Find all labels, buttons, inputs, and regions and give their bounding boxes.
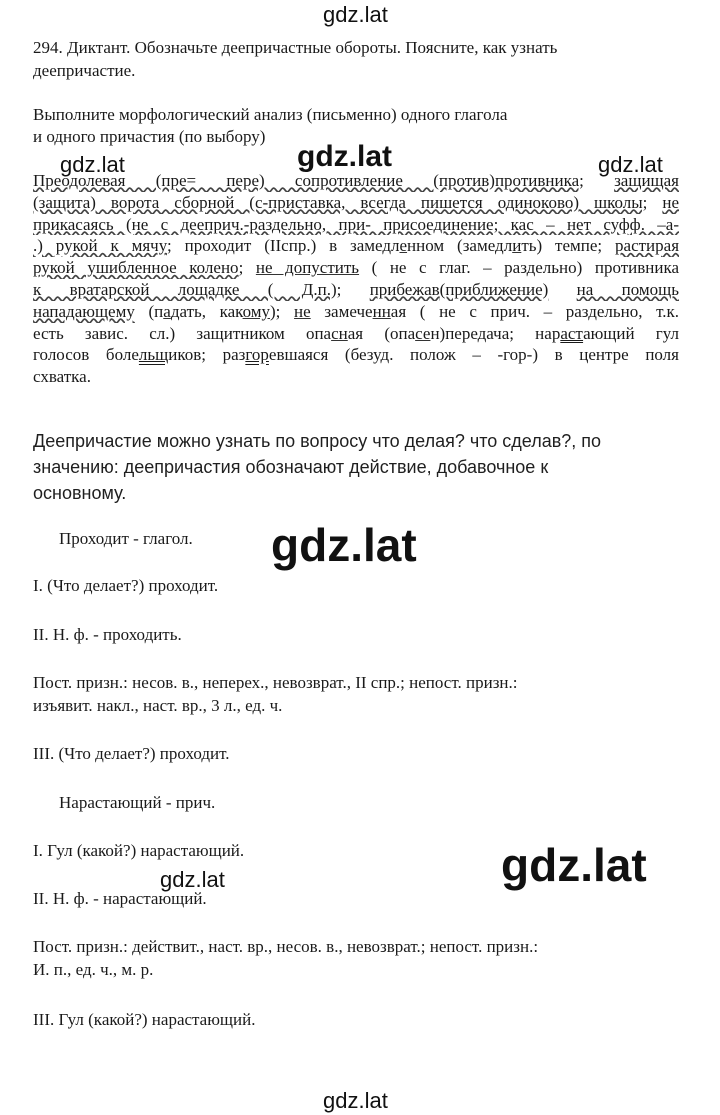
participle-point-1: I. Гул (какой?) нарастающий. bbox=[33, 841, 245, 860]
instruction-line-2: и одного причастия (по выбору) bbox=[33, 127, 266, 146]
watermark-top: gdz.lat bbox=[323, 2, 388, 27]
dictation-line-7: нападающему (падать, какому); не замеченная ( не с прич. – раздельно, т.к. bbox=[33, 301, 679, 321]
watermark-middle-large: gdz.lat bbox=[271, 519, 417, 571]
dictation-line-3: прикасаясь (не с дееприч.-раздельно, при- присоединение; кас – нет суфф. –а- bbox=[33, 214, 679, 234]
dictation-line-6: к вратарской лощадке ( Д.п.); прибежав(приближение) на помощь bbox=[33, 279, 679, 299]
participle-point-4: III. Гул (какой?) нарастающий. bbox=[33, 1010, 256, 1029]
dictation-line-5: рукой ушибленное колено; не допустить ( не с глаг. – раздельно) противника bbox=[33, 258, 679, 278]
task-line-1: 294. Диктант. Обозначьте деепричастные обороты. Поясните, как узнать bbox=[33, 38, 558, 57]
watermark-right: gdz.lat bbox=[598, 152, 663, 177]
verb-point-3-line-2: изъявит. накл., наст. вр., 3 л., ед. ч. bbox=[33, 696, 283, 715]
dictation-text bbox=[33, 170, 679, 388]
participle-heading: Нарастающий - прич. bbox=[59, 793, 216, 812]
watermark-bottom: gdz.lat bbox=[323, 1088, 388, 1113]
dictation-line-2: (защита) ворота сборной (с-приставка, всегда пишется одиноково) школы; не bbox=[33, 192, 679, 212]
dictation-line-1: Преодолевая (пре= пере) сопротивление (против)противника; защищая bbox=[33, 171, 679, 190]
verb-point-4: III. (Что делает?) проходит. bbox=[33, 744, 230, 763]
watermark-lower-small: gdz.lat bbox=[160, 867, 225, 892]
participle-point-3-line-1: Пост. призн.: действит., наст. вр., несов. в., невозврат.; непост. призн.: bbox=[33, 937, 539, 956]
dictation-line-9: голосов болельщиков; разгоревшаяся (безуд. полож – -гор-) в центре поля bbox=[33, 345, 679, 365]
participle-point-2: II. Н. ф. - нарастающий. bbox=[33, 889, 207, 908]
dictation-line-4: .) рукой к мячу; проходит (IIспр.) в замедленном (замедлить) темпе; растирая bbox=[33, 236, 679, 256]
watermark-center-bold: gdz.lat bbox=[297, 140, 392, 173]
instruction-line-1: Выполните морфологический анализ (письменно) одного глагола bbox=[33, 105, 508, 124]
verb-point-1: I. (Что делает?) проходит. bbox=[33, 576, 219, 595]
verb-point-2: II. Н. ф. - проходить. bbox=[33, 625, 182, 644]
explanation-line-3: основному. bbox=[33, 483, 127, 503]
watermark-lower-large: gdz.lat bbox=[501, 839, 647, 891]
watermark-left: gdz.lat bbox=[60, 152, 125, 177]
verb-point-3-line-1: Пост. призн.: несов. в., неперех., невозврат., II спр.; непост. призн.: bbox=[33, 673, 518, 692]
explanation-line-2: значению: деепричастия обозначают действие, добавочное к bbox=[33, 457, 549, 477]
dictation-line-10: схватка. bbox=[33, 367, 91, 387]
explanation-line-1: Деепричастие можно узнать по вопросу что делая? что сделав?, по bbox=[33, 431, 602, 451]
verb-heading: Проходит - глагол. bbox=[59, 529, 193, 548]
dictation-line-8: есть завис. сл.) защитником опасная (опасен)передача; нарастающий гул bbox=[33, 323, 679, 343]
task-line-2: деепричастие. bbox=[33, 61, 136, 80]
participle-point-3-line-2: И. п., ед. ч., м. р. bbox=[33, 960, 154, 979]
